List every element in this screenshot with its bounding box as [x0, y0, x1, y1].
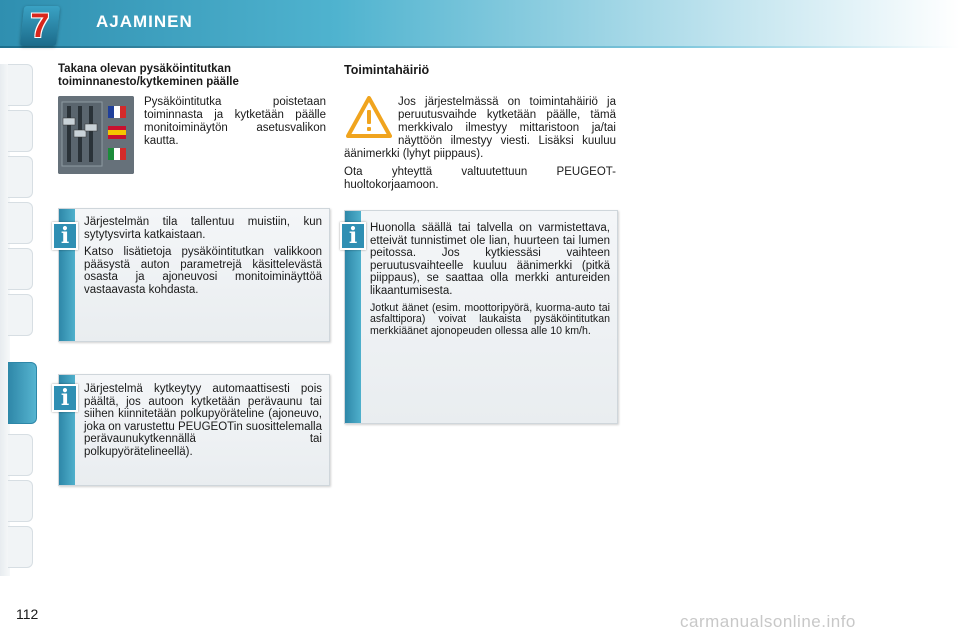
deactivation-intro-text: Pysäköintitutka poistetaan toiminnasta ja kytketään päälle monitoiminäytön asetusvalikon kautta.: [144, 96, 326, 147]
chapter-tab-10[interactable]: [8, 526, 33, 568]
chapter-tab-9[interactable]: [8, 480, 33, 522]
chapter-tab-5[interactable]: [8, 248, 33, 290]
display-settings-image: [58, 96, 134, 174]
info-box-weather-paragraph-1: Huonolla säällä tai talvella on varmistettava, etteivät tunnistimet ole lian, huurteen tai lumen peitossa. Jos kytkiessäsi vaihteen peruutusvaihteelle kuuluu äänimerkki (pitkä piippaus), se saattaa olla merkki antureiden likaantumisesta.: [370, 222, 610, 297]
chapter-title: AJAMINEN: [96, 12, 193, 31]
warning-icon-spacer: [344, 96, 398, 148]
info-box-memory-text: [84, 216, 322, 302]
malfunction-paragraph-1: Jos järjestelmässä on toimintahäiriö ja peruutusvaihde kytketään päälle, tämä merkkivalo ilmestyy mittaristoon ja/tai näyttöön ilmestyy viesti. Lisäksi kuuluu äänimerkki (lyhyt piippaus).: [344, 96, 616, 160]
info-icon: i: [52, 222, 78, 250]
info-box-memory-paragraph-1: Järjestelmän tila tallentuu muistiin, kun sytytysvirta katkaistaan.: [84, 216, 322, 241]
chapter-tab-1[interactable]: [8, 64, 33, 106]
section-heading-malfunction: Toimintahäiriö: [344, 63, 430, 77]
info-box-weather-text: [370, 222, 610, 342]
section-heading-deactivation: Takana olevan pysäköintitutkan toiminnanesto/kytkeminen päälle: [58, 63, 239, 88]
header-divider: [0, 46, 960, 48]
info-box-memory-paragraph-2: Katso lisätietoja pysäköintitutkan valikkoon pääsystä auton parametrejä käsittelevästä osasta ja ajoneuvosi monitoiminäyttöä vastaavasta kohdasta.: [84, 246, 322, 296]
display-settings-illustration: [58, 96, 134, 174]
chapter-tab-2[interactable]: [8, 110, 33, 152]
chapter-tab-7-active[interactable]: [8, 362, 37, 424]
malfunction-paragraph-2: Ota yhteyttä valtuutettuun PEUGEOT-huoltokorjaamoon.: [344, 166, 616, 191]
info-icon: i: [340, 222, 366, 250]
watermark: carmanualsonline.info: [680, 612, 856, 631]
chapter-tab-8[interactable]: [8, 434, 33, 476]
malfunction-text: [344, 96, 616, 197]
chapter-tab-4[interactable]: [8, 202, 33, 244]
chapter-tabs: [0, 64, 34, 576]
page-number: 112: [16, 606, 39, 622]
info-box-weather-paragraph-2: Jotkut äänet (esim. moottoripyörä, kuorma-auto tai asfalttipora) voivat laukaista pysäköintitutkan merkkiäänet ajonopeuden ollessa alle 10 km/h.: [370, 301, 610, 337]
chapter-tab-3[interactable]: [8, 156, 33, 198]
info-box-trailer-paragraph-1: Järjestelmä kytkeytyy automaattisesti pois päältä, jos autoon kytketään perävaunu tai siihen kiinnitetään polkupyöräteline (ajoneuvo, joka on varustettu PEUGEOTin suosittelemalla perävaunukytkennällä tai polkupyörätelineellä).: [84, 383, 322, 458]
info-box-trailer-text: [84, 383, 322, 464]
info-icon: i: [52, 384, 78, 412]
chapter-number-badge: [20, 6, 60, 46]
chapter-number: 7: [30, 7, 50, 45]
chapter-tab-6[interactable]: [8, 294, 33, 336]
